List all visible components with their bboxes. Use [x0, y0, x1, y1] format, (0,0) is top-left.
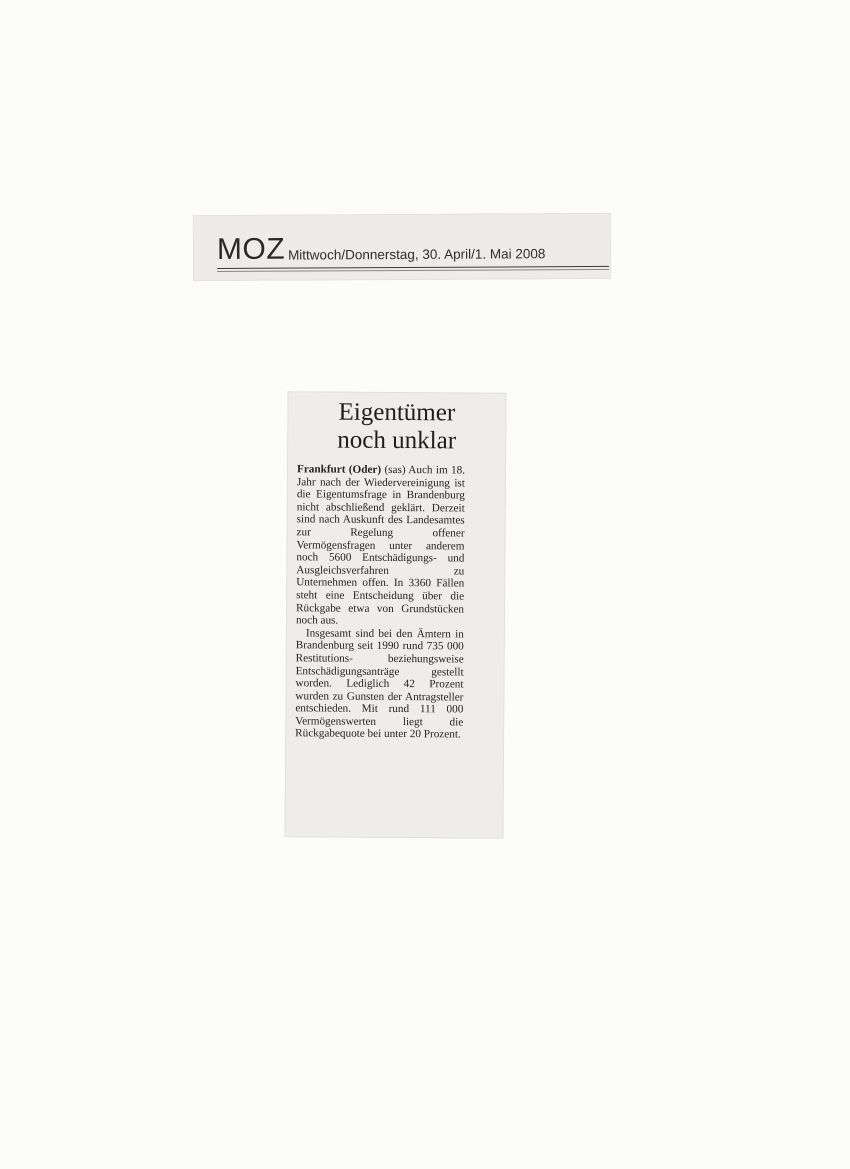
masthead-rule-thin: [217, 269, 609, 272]
article-paragraph-1: [296, 463, 465, 628]
paragraph-1-text: (sas) Auch im 18. Jahr nach der Wiedervereinigung ist die Eigentumsfrage in Brandenburg nicht abschließend geklärt. Derzeit sind nach Auskunft des Landesamtes zur Regelung offener Vermögensfragen unter anderem noch 5600 Entschädigungs- und Ausgleichsverfahren zu Unternehmen offen. In 3360 Fällen steht eine Entscheidung über die Rückgabe etwa von Grundstücken noch aus.: [295, 463, 466, 627]
dateline: Frankfurt (Oder): [296, 463, 382, 476]
headline-line-2: noch unklar: [337, 426, 457, 455]
article-clipping: [284, 391, 506, 839]
article-headline: [287, 398, 506, 456]
masthead-clipping: [193, 213, 611, 281]
newspaper-logo: MOZ: [216, 232, 286, 266]
issue-date: Mittwoch/Donnerstag, 30. April/1. Mai 2008: [288, 246, 546, 263]
article-paragraph-2: Insgesamt sind bei den Ämtern in Brandenburg seit 1990 rund 735 000 Restitutions- beziehungsweise Entschädigungsanträge gestellt worden. Lediglich 42 Prozent wurden zu Gunsten der Antragsteller entschieden. Mit rund 111 000 Vermögenswerten liegt die Rückgabequote bei unter 20 Prozent.: [295, 627, 464, 741]
article-body: [295, 463, 465, 741]
headline-line-1: Eigentümer: [338, 398, 456, 427]
